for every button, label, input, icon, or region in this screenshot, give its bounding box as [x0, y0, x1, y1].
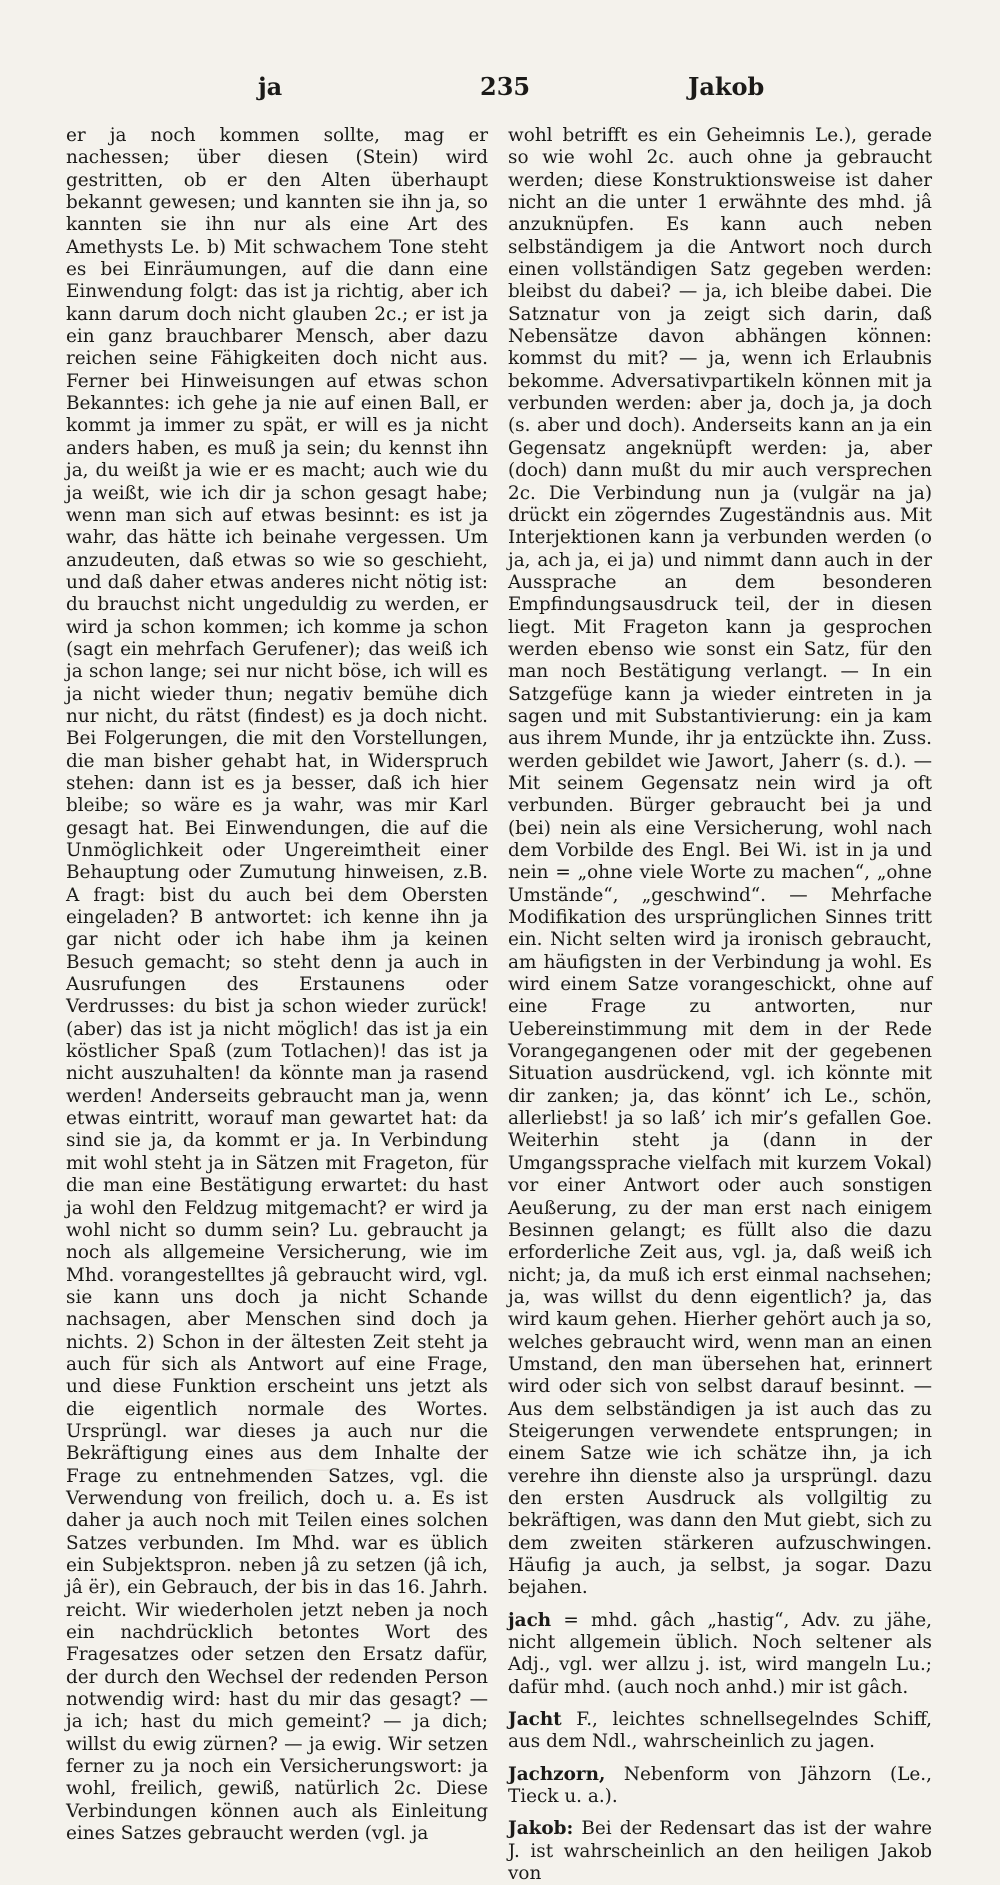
entry-lemma: Jacht: [508, 1709, 562, 1731]
paper-smudge: [300, 1464, 340, 1476]
entry-lemma: jach: [508, 1609, 552, 1631]
entry-jachzorn: [508, 1764, 932, 1809]
left-column-text: er ja noch kommen sollte, mag er nachessen; über diesen (Stein) wird gestritten, ob er den Alten überhaupt bekannt gewesen; und kannten sie ihn ja, so kannten sie ihn nur als eine Art des Amethysts Le. b) Mit schwachem Tone steht es bei Einräumungen, auf die dann eine Einwendung folgt: das ist ja richtig, aber ich kann darum doch nicht glauben 2c.; er ist ja ein ganz brauchbarer Mensch, aber dazu reichen seine Fähigkeiten doch nicht aus. Ferner bei Hinweisungen auf etwas schon Bekanntes: ich gehe ja nie auf einen Ball, er kommt ja immer zu spät, er will es ja nicht anders haben, es muß ja sein; du kennst ihn ja, du weißt ja wie er es macht; auch wie du ja weißt, wie ich dir ja schon gesagt habe; wenn man sich auf etwas besinnt: es ist ja wahr, das hätte ich beinahe vergessen. Um anzudeuten, daß etwas so wie so geschieht, und daß daher etwas anderes nicht nötig ist: du brauchst nicht ungeduldig zu werden, er wird ja schon kommen; ich komme ja schon (sagt ein mehrfach Gerufener); das weiß ich ja schon lange; sei nur nicht böse, ich will es ja nicht wieder thun; negativ bemühe dich nur nicht, du rätst (findest) es ja doch nicht. Bei Folgerungen, die mit den Vorstellungen, die man bisher gehabt hat, in Widerspruch stehen: dann ist es ja besser, daß ich hier bleibe; so wäre es ja wahr, was mir Karl gesagt hat. Bei Einwendungen, die auf die Unmöglichkeit oder Ungereimtheit einer Behauptung oder Zumutung hinweisen, z.B. A fragt: bist du auch bei dem Obersten eingeladen? B antwortet: ich kenne ihn ja gar nicht oder ich habe ihm ja keinen Besuch gemacht; so steht denn ja auch in Ausrufungen des Erstaunens oder Verdrusses: du bist ja schon wieder zurück! (aber) das ist ja nicht möglich! das ist ja ein köstlicher Spaß (zum Totlachen)! das ist ja nicht auszuhalten! da könnte man ja rasend werden! Anderseits gebraucht man ja, wenn etwas eintritt, worauf man gewartet hat: da sind sie ja, da kommt er ja. In Verbindung mit wohl steht ja in Sätzen mit Frageton, für die man eine Bestätigung erwartet: du hast ja wohl den Feldzug mitgemacht? er wird ja wohl nicht so dumm sein? Lu. gebraucht ja noch als allgemeine Versicherung, wie im Mhd. vorangestelltes jâ gebraucht wird, vgl. sie kann uns doch ja nicht Schande nachsagen, aber Menschen sind doch ja nichts. 2) Schon in der ältesten Zeit steht ja auch für sich als Antwort auf eine Frage, und diese Funktion erscheint uns jetzt als die eigentlich normale des Wortes. Ursprüngl. war dieses ja auch nur die Bekräftigung eines aus dem Inhalte der Frage zu entnehmenden Satzes, vgl. die Verwendung von freilich, doch u. a. Es ist daher ja auch noch mit Teilen eines solchen Satzes verbunden. Im Mhd. war es üblich ein Subjektspron. neben jâ zu setzen (jâ ich, jâ ër), ein Gebrauch, der bis in das 16. Jahrh. reicht. Wir wiederholen jetzt neben ja noch ein nachdrücklich betontes Wort des Fragesatzes oder setzen den Ersatz dafür, der durch den Wechsel der redenden Person notwendig wird: hast du mir das gesagt? — ja ich; hast du mich gemeint? — ja dich; willst du ewig zürnen? — ja ewig. Wir setzen ferner zu ja noch ein Versicherungswort: ja wohl, freilich, gewiß, natürlich 2c. Diese Verbindungen können auch als Einleitung eines Satzes gebraucht werden (vgl. ja: [66, 125, 488, 1845]
entry-text: = mhd. gâch „hastig“, Adv. zu jähe, nicht allgemein üblich. Noch seltener als Adj., vgl. wer allzu j. ist, wird mangeln Lu.; dafür mhd. (auch noch anhd.) mir ist gâch.: [508, 1609, 932, 1698]
entry-jacht: [508, 1709, 932, 1754]
entry-text: F., leichtes schnellsegelndes Schiff, aus dem Ndl., wahrscheinlich zu jagen.: [508, 1709, 932, 1753]
header-left-keyword: ja: [258, 72, 283, 101]
left-column: [66, 125, 488, 1845]
running-head: [0, 72, 1000, 112]
entry-text: Bei der Redensart das ist der wahre J. ist wahrscheinlich an den heiligen Jakob von: [508, 1818, 932, 1885]
entry-lemma: Jachzorn,: [508, 1763, 606, 1785]
entry-jakob: [508, 1818, 932, 1885]
entry-jach: [508, 1610, 932, 1699]
entry-text: Nebenform von Jähzorn (Le., Tieck u. a.).: [508, 1763, 932, 1808]
right-column: [508, 125, 932, 1885]
entry-lemma: Jakob:: [508, 1818, 574, 1840]
right-column-continuation: wohl betrifft es ein Geheimnis Le.), gerade so wie wohl 2c. auch ohne ja gebraucht werden; diese Konstruktionsweise ist daher nicht an die unter 1 erwähnte des mhd. jâ anzuknüpfen. Es kann auch neben selbständigem ja die Antwort noch durch einen vollständigen Satz gegeben werden: bleibst du dabei? — ja, ich bleibe dabei. Die Satznatur von ja zeigt sich darin, daß Nebensätze davon abhängen können: kommst du mit? — ja, wenn ich Erlaubnis bekomme. Adversativpartikeln können mit ja verbunden werden: aber ja, doch ja, ja doch (s. aber und doch). Anderseits kann an ja ein Gegensatz angeknüpft werden: ja, aber (doch) dann mußt du mir auch versprechen 2c. Die Verbindung nun ja (vulgär na ja) drückt ein zögerndes Zugeständnis aus. Mit Interjektionen kann ja verbunden werden (o ja, ach ja, ei ja) und nimmt dann auch in der Aussprache an dem besonderen Empfindungsausdruck teil, der in diesen liegt. Mit Frageton kann ja gesprochen werden ebenso wie sonst ein Satz, für den man noch Bestätigung verlangt. — In ein Satzgefüge kann ja wieder eintreten in ja sagen und mit Substantivierung: ein ja kam aus ihrem Munde, ihr ja entzückte ihn. Zuss. werden gebildet wie Jawort, Jaherr (s. d.). — Mit seinem Gegensatz nein wird ja oft verbunden. Bürger gebraucht bei ja und (bei) nein als eine Versicherung, wohl nach dem Vorbilde des Engl. Bei Wi. ist in ja und nein = „ohne viele Worte zu machen“, „ohne Umstände“, „geschwind“. — Mehrfache Modifikation des ursprünglichen Sinnes tritt ein. Nicht selten wird ja ironisch gebraucht, am häufigsten in der Verbindung ja wohl. Es wird einem Satze vorangeschickt, ohne auf eine Frage zu antworten, nur Uebereinstimmung mit dem in der Rede Vorangegangenen oder mit der gegebenen Situation ausdrückend, vgl. ich könnte mit dir zanken; ja, das könnt’ ich Le., schön, allerliebst! ja so laß’ ich mir’s gefallen Goe. Weiterhin steht ja (dann in der Umgangssprache vielfach mit kurzem Vokal) vor einer Antwort oder auch sonstigen Aeußerung, zu der man erst nach einigem Besinnen gelangt; es füllt also die dazu erforderliche Zeit aus, vgl. ja, daß weiß ich nicht; ja, da muß ich erst einmal nachsehen; ja, was willst du denn eigentlich? ja, das wird kaum gehen. Hierher gehört auch ja so, welches gebraucht wird, wenn man an einen Umstand, den man übersehen hat, erinnert wird oder sich von selbst darauf besinnt. — Aus dem selbständigen ja ist auch das zu Steigerungen verwendete entsprungen; in einem Satze wie ich schätze ihn, ja ich verehre ihn dienste also ja ursprüngl. dazu den ersten Ausdruck als vollgiltig zu bekräftigen, was dann den Mut giebt, sich zu dem zweiten stärkeren aufzuschwingen. Häufig ja auch, ja selbst, ja sogar. Dazu bejahen.: [508, 125, 932, 1599]
page-number: 235: [480, 72, 531, 101]
header-right-keyword: Jakob: [688, 72, 765, 101]
